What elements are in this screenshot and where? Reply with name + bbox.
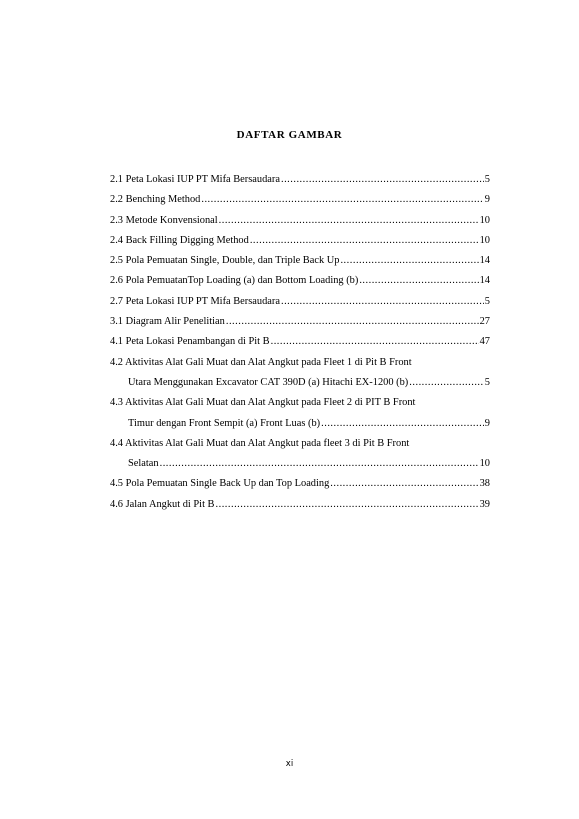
dot-leader (340, 251, 478, 271)
figure-entry-text: 4.4 Aktivitas Alat Gali Muat dan Alat Angkut pada fleet 3 di Pit B Front (110, 437, 410, 449)
figure-entry-continuation (110, 373, 490, 393)
dot-leader (201, 190, 483, 210)
figure-entry-text: 2.3 Metode Konvensional (110, 214, 218, 226)
figure-entry (110, 231, 490, 251)
figure-entry-page: 5 (484, 174, 490, 185)
figure-entry (110, 393, 490, 413)
figure-entry-text: 4.3 Aktivitas Alat Gali Muat dan Alat Angkut pada Fleet 2 di PIT B Front (110, 397, 416, 409)
figure-entry (110, 292, 490, 312)
figure-entry-page: 47 (479, 336, 490, 348)
dot-leader (250, 231, 479, 251)
figure-entry (110, 332, 490, 352)
figure-entry-text: Timur dengan Front Sempit (a) Front Luas (b) (128, 417, 321, 429)
dot-leader (226, 312, 479, 332)
dot-leader (216, 495, 479, 515)
figure-entry-continuation (110, 454, 490, 474)
figure-entry-page: 14 (479, 255, 490, 267)
dot-leader (321, 414, 484, 434)
figure-entry (110, 495, 490, 515)
figure-entry-text: 4.1 Peta Lokasi Penambangan di Pit B (110, 336, 270, 348)
figure-entry-page: 39 (479, 498, 490, 510)
dot-leader (160, 454, 479, 474)
dot-leader (281, 292, 484, 312)
figure-list (110, 170, 490, 515)
figure-entry-text: 4.6 Jalan Angkut di Pit B (110, 498, 215, 510)
figure-entry-continuation (110, 414, 490, 434)
figure-entry (110, 190, 490, 210)
figure-entry-page: 10 (479, 458, 490, 470)
figure-entry (110, 434, 490, 454)
dot-leader (359, 271, 478, 291)
figure-entry-text: 4.2 Aktivitas Alat Gali Muat dan Alat Angkut pada Fleet 1 di Pit B Front (110, 356, 412, 368)
figure-entry-page: 38 (479, 478, 490, 490)
figure-entry-page: 5 (484, 376, 490, 388)
figure-entry (110, 312, 490, 332)
figure-entry (110, 251, 490, 271)
figure-entry-page: 5 (484, 295, 490, 307)
dot-leader (330, 474, 478, 494)
dot-leader (271, 332, 479, 352)
figure-entry-page: 10 (479, 214, 490, 226)
figure-entry-text: 2.1 Peta Lokasi IUP PT Mifa Bersaudara (110, 174, 280, 185)
figure-entry-text: 4.5 Pola Pemuatan Single Back Up dan Top Loading (110, 478, 330, 490)
page-title: DAFTAR GAMBAR (236, 129, 343, 141)
figure-entry-page: 9 (484, 417, 490, 429)
figure-entry-page: 10 (479, 234, 490, 246)
figure-entry-text: 2.6 Pola PemuatanTop Loading (a) dan Bottom Loading (b) (110, 275, 359, 287)
dot-leader (219, 211, 479, 231)
figure-entry (110, 474, 490, 494)
dot-leader (409, 373, 484, 393)
figure-entry (110, 353, 490, 373)
figure-entry-text: 2.7 Peta Lokasi IUP PT Mifa Bersaudara (110, 295, 280, 307)
figure-entry (110, 170, 490, 190)
page-number: xi (285, 759, 294, 769)
figure-entry (110, 271, 490, 291)
figure-entry-text: 3.1 Diagram Alir Penelitian (110, 316, 225, 328)
figure-entry-page: 9 (484, 194, 490, 206)
figure-entry-text: 2.5 Pola Pemuatan Single, Double, dan Triple Back Up (110, 255, 340, 267)
figure-entry-text: 2.2 Benching Method (110, 194, 201, 206)
figure-entry-page: 27 (479, 316, 490, 328)
figure-entry-text: Selatan (128, 458, 159, 470)
dot-leader (281, 170, 484, 190)
figure-entry (110, 211, 490, 231)
figure-entry-page: 14 (479, 275, 490, 287)
figure-entry-text: Utara Menggunakan Excavator CAT 390D (a) Hitachi EX-1200 (b) (128, 376, 409, 388)
figure-entry-text: 2.4 Back Filling Digging Method (110, 234, 249, 246)
